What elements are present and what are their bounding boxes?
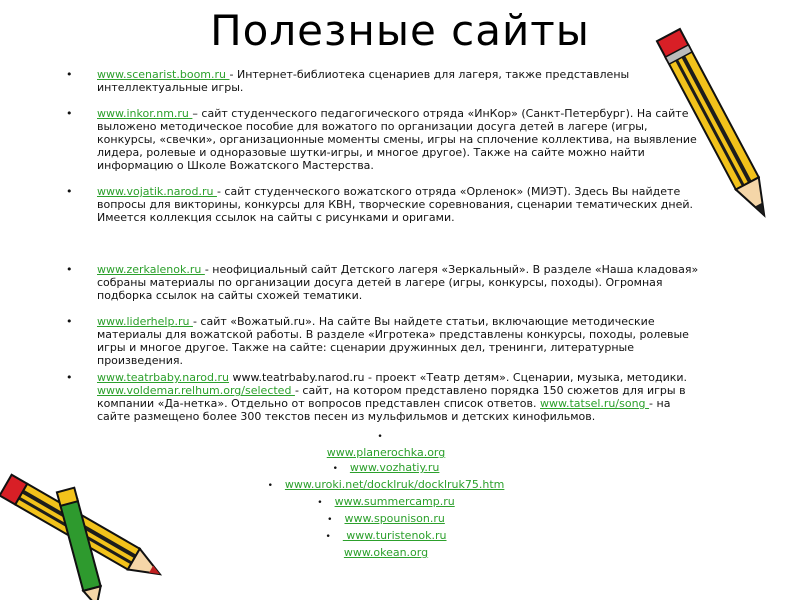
list-item — [66, 107, 706, 172]
extra-links-list — [66, 429, 706, 559]
site-link[interactable]: www.okean.org — [343, 546, 429, 559]
site-description: - Интернет-библиотека сценариев для лагеря, также представлены интеллектуальные игры. — [97, 68, 630, 94]
list-item — [66, 263, 706, 302]
list-item — [66, 495, 706, 510]
site-link[interactable]: www.voldemar.relhum.org/selected — [97, 384, 295, 397]
list-item — [66, 546, 706, 559]
site-link[interactable]: www.teatrbaby.narod.ru — [97, 371, 229, 384]
list-item — [66, 185, 706, 224]
site-description: www.teatrbaby.narod.ru - проект «Театр детям». Сценарии, музыка, методики. — [228, 371, 688, 384]
list-item — [66, 371, 706, 423]
content — [66, 68, 706, 561]
site-description: - на сайте размещено более 300 текстов песен из мульфильмов и детских кинофильмов. — [97, 397, 671, 423]
site-link[interactable]: www.planerochka.org — [326, 446, 446, 459]
list-item — [66, 461, 706, 476]
site-link[interactable]: www.turistenok.ru — [342, 529, 447, 542]
site-link[interactable]: www.vozhatiy.ru — [349, 461, 440, 474]
bullet-icon: • — [327, 515, 333, 525]
list-item — [66, 478, 706, 493]
site-link[interactable]: www.spounison.ru — [344, 512, 445, 525]
bullet-icon: • — [267, 481, 273, 491]
site-link[interactable]: www.vojatik.narod.ru — [97, 185, 217, 198]
site-link[interactable]: www.scenarist.boom.ru — [97, 68, 230, 81]
list-item — [66, 529, 706, 544]
site-description: - сайт студенческого вожатского отряда «Орленок» (МИЭТ). Здесь Вы найдете вопросы для викторины, конкурсы для КВН, творческие соревнования, сценарии тематических дней. Имеется коллекция ссылок на сайты с рисунками и оригами. — [97, 185, 694, 224]
site-description: - неофициальный сайт Детского лагеря «Зеркальный». В разделе «Наша кладовая» собраны материалы по организации досуга детей в лагере (игры, конкурсы, походы). Огромная подборка ссылок на сайты схожей тематики. — [97, 263, 699, 302]
bullet-icon: • — [317, 498, 323, 508]
bullet-icon: • — [377, 432, 383, 442]
site-link[interactable]: www.zerkalenok.ru — [97, 263, 205, 276]
sites-list — [66, 68, 706, 423]
bullet-icon: • — [325, 532, 331, 542]
bullet-icon: • — [332, 464, 338, 474]
page-title: Полезные сайты — [210, 6, 590, 55]
site-description: - сайт «Вожатый.ru». На сайте Вы найдете статьи, включающие методические материалы для вожатской работы. В разделе «Игротека» представлены конкурсы, походы, ролевые игры и многое другое. Также на сайте: сценарии дружинных дел, тренинги, литературные произведения. — [97, 315, 689, 367]
site-description: - сайт, на котором представлено порядка 150 сюжетов для игры в компании «Да-нетка». Отдельно от вопросов представлен список ответов. — [97, 384, 686, 410]
list-item — [66, 68, 706, 94]
list-item — [66, 446, 706, 459]
list-item — [66, 512, 706, 527]
site-link[interactable]: www.inkor.nm.ru — [97, 107, 193, 120]
site-description: – сайт студенческого педагогического отряда «ИнКор» (Санкт-Петербург). На сайте выложено методическое пособие для вожатого по организации досуга детей в лагере (игры, конкурсы, «свечки», организационные моменты смены, игры на сплочение коллектива, на выявление лидера, ролевые и одноразовые шутки-игры, и многое другое). Также на сайте можно найти информацию о Школе Вожатского Мастерства. — [97, 107, 697, 172]
site-link[interactable]: www.uroki.net/docklruk/docklruk75.htm — [284, 478, 505, 491]
list-item — [66, 429, 706, 444]
site-link[interactable]: www.summercamp.ru — [334, 495, 455, 508]
list-item — [66, 315, 706, 367]
site-link[interactable]: www.liderhelp.ru — [97, 315, 193, 328]
site-link[interactable]: www.tatsel.ru/song — [540, 397, 650, 410]
